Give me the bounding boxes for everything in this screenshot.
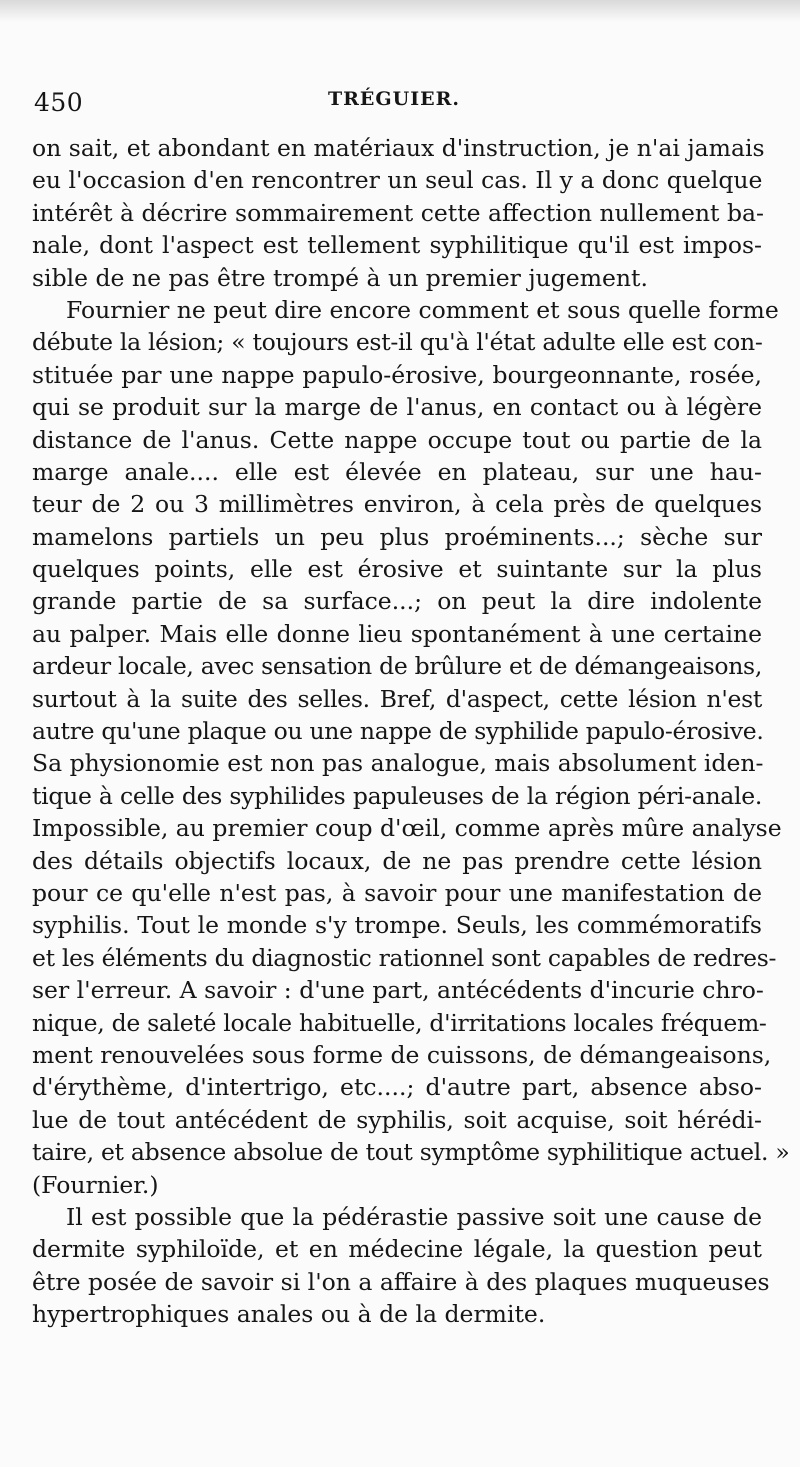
- text-line: syphilis. Tout le monde s'y trompe. Seuls, les commémoratifs: [32, 911, 762, 940]
- text-line: Sa physionomie est non pas analogue, mais absolument iden-: [32, 749, 764, 778]
- text-line: au palper. Mais elle donne lieu spontanément à une certaine: [32, 619, 762, 648]
- page-header: [34, 88, 754, 118]
- text-line: et les éléments du diagnostic rationnel sont capables de redres-: [32, 943, 777, 972]
- text-line: autre qu'une plaque ou une nappe de syphilide papulo-érosive.: [32, 717, 764, 746]
- text-line: mamelons partiels un peu plus proéminents...; sèche sur: [32, 522, 762, 551]
- text-line: nique, de saleté locale habituelle, d'irritations locales fréquem-: [32, 1008, 767, 1037]
- text-line: dermite syphiloïde, et en médecine légale, la question peut: [32, 1235, 762, 1264]
- text-line: Impossible, au premier coup d'œil, comme après mûre analyse: [32, 814, 782, 843]
- text-line: hypertrophiques anales ou à de la dermite.: [32, 1300, 546, 1329]
- text-line: quelques points, elle est érosive et suintante sur la plus: [32, 555, 762, 584]
- text-line: nale, dont l'aspect est tellement syphilitique qu'il est impos-: [32, 231, 762, 260]
- text-line: ser l'erreur. A savoir : d'une part, antécédents d'incurie chro-: [32, 976, 764, 1005]
- running-title: TRÉGUIER.: [328, 88, 460, 110]
- text-line: taire, et absence absolue de tout symptôme syphilitique actuel. »: [32, 1138, 790, 1167]
- text-line: ment renouvelées sous forme de cuissons, de démangeaisons,: [32, 1040, 772, 1069]
- text-line: on sait, et abondant en matériaux d'instruction, je n'ai jamais: [32, 134, 765, 162]
- paragraph-start-line: Il est possible que la pédérastie passive soit une cause de: [66, 1202, 762, 1231]
- text-line: intérêt à décrire sommairement cette affection nullement ba-: [32, 198, 764, 227]
- text-line: surtout à la suite des selles. Bref, d'aspect, cette lésion n'est: [32, 684, 762, 713]
- text-line: teur de 2 ou 3 millimètres environ, à cela près de quelques: [32, 490, 762, 519]
- page-number: 450: [34, 88, 84, 117]
- scan-edge: [0, 0, 800, 22]
- text-line: d'érythème, d'intertrigo, etc....; d'autre part, absence abso-: [32, 1073, 762, 1102]
- text-line: ardeur locale, avec sensation de brûlure et de démangeaisons,: [32, 652, 762, 681]
- text-line: sible de ne pas être trompé à un premier jugement.: [32, 263, 648, 292]
- text-line: (Fournier.): [32, 1170, 159, 1199]
- text-line: qui se produit sur la marge de l'anus, en contact ou à légère: [32, 393, 762, 422]
- body-text: [32, 132, 790, 1330]
- text-line: tique à celle des syphilides papuleuses de la région péri-anale.: [32, 781, 762, 810]
- text-line: marge anale.... elle est élevée en plateau, sur une hau-: [32, 457, 762, 486]
- text-line: être posée de savoir si l'on a affaire à des plaques muqueuses: [32, 1267, 770, 1296]
- text-line: débute la lésion; « toujours est-il qu'à l'état adulte elle est con-: [32, 328, 763, 357]
- text-line: stituée par une nappe papulo-érosive, bourgeonnante, rosée,: [32, 360, 762, 389]
- text-line: des détails objectifs locaux, de ne pas prendre cette lésion: [32, 846, 762, 875]
- text-line: distance de l'anus. Cette nappe occupe tout ou partie de la: [32, 425, 762, 454]
- text-line: grande partie de sa surface...; on peut la dire indolente: [32, 587, 762, 616]
- paragraph-start-line: Fournier ne peut dire encore comment et sous quelle forme: [66, 295, 779, 324]
- text-line: pour ce qu'elle n'est pas, à savoir pour une manifestation de: [32, 878, 762, 907]
- text-line: lue de tout antécédent de syphilis, soit acquise, soit hérédi-: [32, 1105, 762, 1134]
- text-line: eu l'occasion d'en rencontrer un seul cas. Il y a donc quelque: [32, 166, 763, 195]
